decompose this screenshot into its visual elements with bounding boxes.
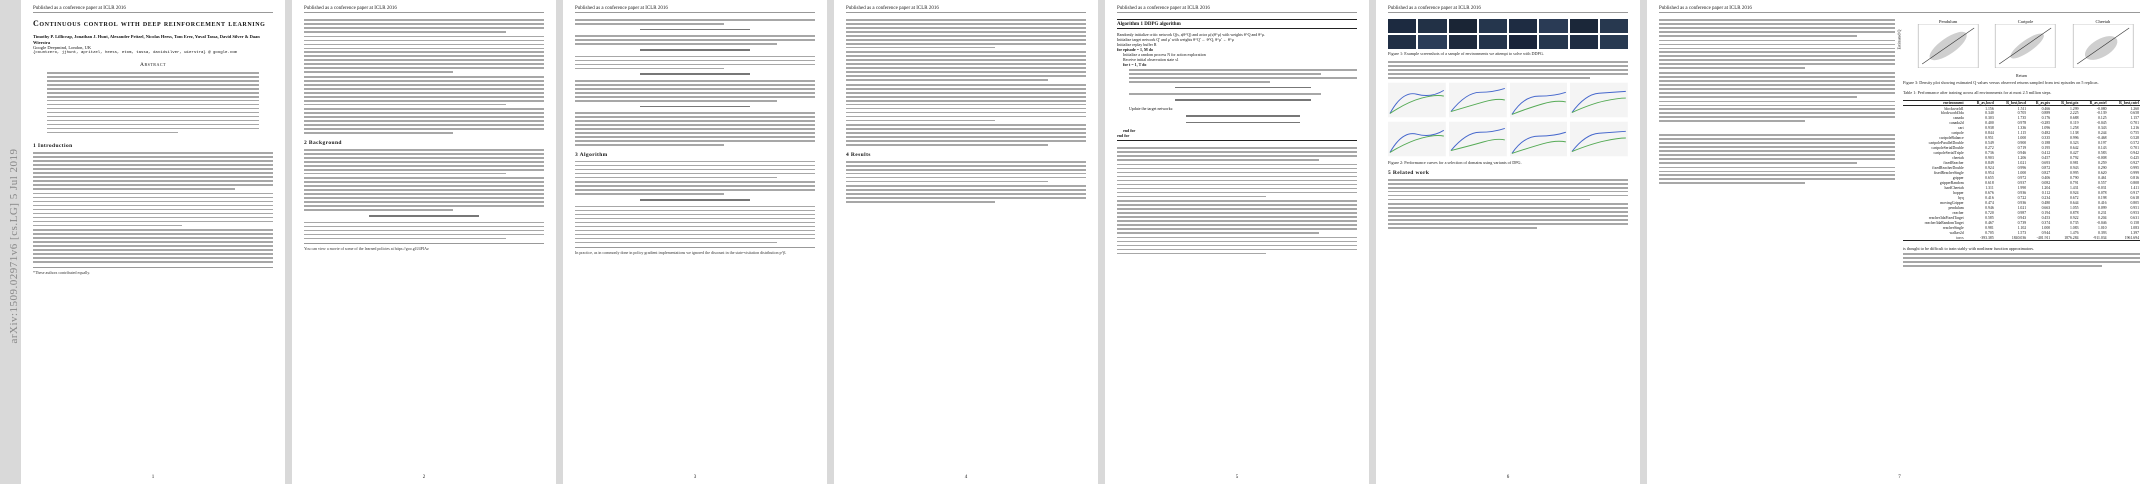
table-cell: 0.393 bbox=[2098, 231, 2107, 236]
algo-line: end for bbox=[1123, 128, 1136, 134]
fig3-title: Cartpole bbox=[2017, 19, 2034, 24]
table-cell: 0.425 bbox=[2130, 156, 2139, 161]
table-cell: 0.474 bbox=[1985, 201, 1994, 206]
table-cell: 0.944 bbox=[2041, 231, 2051, 236]
table-row bbox=[1903, 136, 2140, 141]
table-row-label: reacher3daFixedTarget bbox=[1928, 216, 1964, 221]
table-cell: 0.663 bbox=[2041, 206, 2051, 211]
table-cell: 0.618 bbox=[2130, 196, 2139, 201]
figure-2-curves bbox=[1388, 82, 1628, 157]
page-number: 6 bbox=[1506, 475, 1510, 480]
table-cell: 1.000 bbox=[2041, 226, 2051, 231]
table-row-label: cartpoleSerialDouble bbox=[1931, 146, 1964, 151]
table-cell: 0.705 bbox=[1985, 231, 1994, 236]
table-cell: 1.021 bbox=[2017, 161, 2027, 166]
table-cell: 0.900 bbox=[2017, 141, 2027, 146]
table-cell: -911.034 bbox=[2093, 236, 2107, 241]
table-cell: 0.272 bbox=[1985, 146, 1994, 151]
table-cell: 0.176 bbox=[2041, 116, 2051, 121]
table-cell: 0.996 bbox=[2017, 166, 2027, 171]
table-cell: 0.188 bbox=[2041, 141, 2051, 146]
section-heading: 2 Background bbox=[304, 139, 342, 146]
body-text bbox=[304, 19, 544, 134]
results-body bbox=[846, 161, 1086, 203]
table-header-cell: R_av,cntrl bbox=[2089, 101, 2107, 106]
table-header-cell: R_best,cntrl bbox=[2119, 101, 2139, 106]
table-cell: 0.981 bbox=[2069, 161, 2079, 166]
table-cell: 1.258 bbox=[2069, 126, 2079, 131]
table-cell: 0.658 bbox=[2130, 111, 2139, 116]
section-heading: 3 Algorithm bbox=[575, 151, 608, 158]
table-cell: 0.951 bbox=[1985, 136, 1994, 141]
table-cell: 1.336 bbox=[2017, 126, 2027, 131]
table-cell: 0.736 bbox=[1985, 151, 1994, 156]
running-header: Published as a conference paper at ICLR 2016 bbox=[575, 6, 815, 13]
table-cell: 0.943 bbox=[2017, 216, 2027, 221]
running-header: Published as a conference paper at ICLR 2016 bbox=[1117, 6, 1357, 13]
table-row-label: cartpole bbox=[1951, 131, 1964, 136]
table-cell: 0.951 bbox=[2130, 206, 2139, 211]
table-cell: 0.889 bbox=[2041, 111, 2051, 116]
table-cell: 0.549 bbox=[1985, 141, 1994, 146]
table-cell: 0.995 bbox=[2069, 171, 2079, 176]
running-header: Published as a conference paper at ICLR 2016 bbox=[1388, 6, 1628, 13]
table-cell: 0.244 bbox=[2098, 131, 2107, 136]
paper-page-1 bbox=[21, 0, 285, 484]
table-cell: 0.099 bbox=[2098, 206, 2107, 211]
table-row-label: hyq bbox=[1957, 196, 1964, 201]
table-cell: 1.083 bbox=[2130, 226, 2139, 231]
intro-body bbox=[33, 152, 273, 262]
table-cell: 0.143 bbox=[2098, 146, 2107, 151]
table-cell: 0.655 bbox=[1985, 176, 1994, 181]
table-cell: 0.739 bbox=[2017, 221, 2027, 226]
table-cell: 0.198 bbox=[2098, 196, 2107, 201]
table-cell: 0.195 bbox=[2041, 146, 2051, 151]
section-heading: 5 Related work bbox=[1388, 169, 1430, 176]
figure-1-screenshots bbox=[1388, 19, 1628, 49]
table-row-label: fixedReacherDouble bbox=[1932, 166, 1964, 171]
table-cell: 0.642 bbox=[2069, 146, 2079, 151]
table-cell: 0.416 bbox=[1985, 196, 1994, 201]
table-row bbox=[1903, 166, 2140, 171]
affiliation: Google Deepmind, London, UK bbox=[33, 45, 92, 50]
table-cell: 0.943 bbox=[2069, 166, 2079, 171]
table-cell: 0.938 bbox=[1985, 126, 1994, 131]
algo-line: for episode = 1, M do bbox=[1117, 47, 1153, 52]
algo-line: for t = 1, T do bbox=[1123, 62, 1147, 67]
table-cell: -0.285 bbox=[2040, 121, 2051, 126]
table-row-label: walker2d bbox=[1949, 231, 1964, 236]
table-cell: 0.412 bbox=[2041, 151, 2051, 156]
table-row-label: movingGripper bbox=[1940, 201, 1964, 206]
table-cell: 0.466 bbox=[2041, 106, 2051, 111]
table-cell: 1.055 bbox=[2069, 206, 2079, 211]
table-cell: -0.139 bbox=[2096, 111, 2107, 116]
table-cell: 1.102 bbox=[2017, 226, 2027, 231]
table-cell: -0.031 bbox=[2096, 186, 2107, 191]
table-cell: 0.946 bbox=[2017, 151, 2027, 156]
results-table bbox=[1903, 100, 2140, 241]
table-header-cell: R_av,pix bbox=[2035, 101, 2051, 106]
table-cell: 0.693 bbox=[2041, 161, 2051, 166]
table-cell: 0.112 bbox=[2041, 191, 2051, 196]
table-cell: 0.942 bbox=[2130, 151, 2139, 156]
figure-1-caption: Figure 1: Example screenshots of a sample of environments we attempt to solve with DDPG. bbox=[1388, 51, 1544, 56]
table-cell: 0.937 bbox=[2017, 181, 2027, 186]
table-row-label: cart bbox=[1957, 126, 1964, 131]
table-cell: 0.557 bbox=[2098, 181, 2107, 186]
algo-line: Initialize target network Q' and μ' with weights θ^Q' ← θ^Q, θ^μ' ← θ^μ bbox=[1117, 37, 1234, 42]
table-cell: 1.260 bbox=[2130, 106, 2139, 111]
table-cell: 0.583 bbox=[2098, 151, 2107, 156]
table-cell: 0.631 bbox=[2130, 216, 2139, 221]
table-row-label: hardCheetah bbox=[1944, 186, 1964, 191]
table-cell: 0.791 bbox=[2069, 181, 2079, 186]
table-cell: 0.572 bbox=[2130, 141, 2139, 146]
running-header: Published as a conference paper at ICLR 2016 bbox=[33, 6, 273, 13]
abstract-heading: Abstract bbox=[140, 62, 166, 68]
table-cell: 0.197 bbox=[2098, 141, 2107, 146]
table-cell: 1.157 bbox=[2130, 116, 2139, 121]
table-cell: 0.078 bbox=[2098, 191, 2107, 196]
table-row-label: fixedReacherSingle bbox=[1933, 171, 1964, 176]
table-cell: 0.705 bbox=[2017, 111, 2027, 116]
table-cell: 0.676 bbox=[1985, 191, 1994, 196]
table-cell: 0.343 bbox=[2098, 126, 2107, 131]
table-cell: 0.453 bbox=[2041, 216, 2051, 221]
table-cell: 0.259 bbox=[2098, 161, 2107, 166]
table-row-label: cartpoleSerialTriple bbox=[1933, 151, 1964, 156]
figure-3-density-plots bbox=[1896, 19, 2140, 73]
fig3-title: Pendulum bbox=[1939, 19, 1958, 24]
table-row-label: pendulum bbox=[1948, 206, 1964, 211]
table-cell: 0.119 bbox=[2070, 121, 2079, 126]
table-cell: 1.138 bbox=[2069, 131, 2079, 136]
table-cell: 0.996 bbox=[2069, 136, 2079, 141]
table-cell: 0.924 bbox=[1985, 166, 1994, 171]
table-cell: 0.978 bbox=[2017, 121, 2027, 126]
table-row-label: cheetah bbox=[1952, 156, 1964, 161]
table-row-label: reacher bbox=[1952, 211, 1964, 216]
footnote: In practice, as in commonly done in policy gradient implementations we ignored the discount in the state-visitation distribution p^β. bbox=[575, 247, 815, 255]
paper-title: Continuous control with deep reinforcement learning bbox=[33, 19, 266, 28]
paper-page-6 bbox=[1376, 0, 1640, 484]
table-cell: 0.672 bbox=[2069, 196, 2079, 201]
page-number: 7 bbox=[1898, 475, 1901, 480]
table-cell: -0.045 bbox=[2096, 121, 2107, 126]
table-cell: 0.946 bbox=[1985, 206, 1994, 211]
table-row bbox=[1903, 221, 2140, 226]
section-heading: 4 Results bbox=[846, 151, 871, 158]
table-row-label: reacherSingle bbox=[1942, 226, 1964, 231]
table-cell: 0.427 bbox=[2069, 151, 2079, 156]
table-row bbox=[1903, 146, 2140, 151]
algorithm-title: Algorithm 1 DDPG algorithm bbox=[1117, 22, 1357, 29]
table-cell: 0.290 bbox=[2098, 166, 2107, 171]
table-cell: 1876.284 bbox=[2064, 236, 2079, 241]
table-cell: 0.927 bbox=[2130, 161, 2139, 166]
algo-line: Receive initial observation state s1 bbox=[1123, 57, 1179, 62]
table-cell: 0.480 bbox=[2041, 201, 2051, 206]
page-number: 4 bbox=[964, 475, 968, 480]
paper-page-4 bbox=[834, 0, 1098, 484]
table-cell: -0.008 bbox=[2096, 156, 2107, 161]
figure-2-caption: Figure 2: Performance curves for a selection of domains using variants of DPG. bbox=[1388, 159, 1522, 165]
arxiv-stamp: arXiv:1509.02971v6 [cs.LG] 5 Jul 2019 bbox=[8, 148, 20, 344]
table-cell: 1.431 bbox=[2069, 186, 2079, 191]
table-row bbox=[1903, 171, 2140, 176]
table-cell: 0.953 bbox=[2130, 211, 2139, 216]
table-row bbox=[1903, 236, 2140, 241]
table-row bbox=[1903, 216, 2140, 221]
body-text bbox=[575, 19, 815, 146]
table-cell: 1.735 bbox=[2017, 116, 2027, 121]
table-row-label: hopper bbox=[1953, 191, 1964, 196]
table-cell: 0.790 bbox=[2069, 176, 2079, 181]
table-cell: 0.981 bbox=[1985, 226, 1994, 231]
table-header-cell: environment bbox=[1943, 101, 1964, 106]
table-cell: -401.911 bbox=[2036, 236, 2051, 241]
table-row bbox=[1903, 151, 2140, 156]
table-cell: 0.400 bbox=[1985, 121, 1994, 126]
table-cell: 0.805 bbox=[2130, 201, 2139, 206]
table-cell: 0.644 bbox=[2069, 201, 2079, 206]
table-cell: 1.299 bbox=[2069, 106, 2079, 111]
table-cell: 0.701 bbox=[2130, 146, 2139, 151]
running-header: Published as a conference paper at ICLR 2016 bbox=[846, 6, 1086, 13]
table-cell: 0.335 bbox=[2041, 136, 2051, 141]
table-row-label: canada2d bbox=[1949, 121, 1964, 126]
table-row-label: canada bbox=[1953, 116, 1964, 121]
table-row-label: cartpoleBalance bbox=[1939, 136, 1964, 141]
page-number: 3 bbox=[693, 475, 697, 480]
table-cell: 1.311 bbox=[1985, 186, 1994, 191]
table-cell: 0.461 bbox=[2098, 176, 2107, 181]
table-cell: 0.792 bbox=[2069, 156, 2079, 161]
table-cell: 0.903 bbox=[1985, 156, 1994, 161]
table-cell: 0.231 bbox=[2098, 211, 2107, 216]
table-row-label: gripperRandom bbox=[1939, 181, 1964, 186]
related-work-body bbox=[1388, 179, 1628, 229]
table-cell: 1.216 bbox=[2130, 126, 2139, 131]
algo-line: Update the target networks: bbox=[1129, 105, 1174, 111]
table-cell: 1.990 bbox=[2017, 186, 2027, 191]
table-cell: 0.987 bbox=[2017, 211, 2027, 216]
table-cell: 1.156 bbox=[1985, 106, 1994, 111]
table-cell: -0.080 bbox=[2096, 106, 2107, 111]
intro-heading: 1 Introduction bbox=[33, 143, 73, 150]
table-cell: 0.720 bbox=[1985, 211, 1994, 216]
table-cell: 0.924 bbox=[2069, 191, 2079, 196]
table-row-label: blockworld3da bbox=[1940, 111, 1964, 116]
table-cell: 1.083 bbox=[2069, 226, 2079, 231]
table-row-label: blockworld1 bbox=[1944, 106, 1964, 111]
table-cell: 0.719 bbox=[2017, 146, 2027, 151]
table-cell: 1.021 bbox=[2017, 206, 2027, 211]
page-number: 5 bbox=[1235, 475, 1239, 480]
body-text bbox=[1903, 246, 2140, 267]
algo-line: Initialize a random process N for action exploration bbox=[1123, 52, 1206, 57]
table-cell: 1.096 bbox=[2041, 126, 2051, 131]
table-cell: 0.125 bbox=[2098, 116, 2107, 121]
table-cell: 0.808 bbox=[2130, 181, 2139, 186]
page-number: 2 bbox=[422, 475, 426, 480]
table-cell: 0.999 bbox=[2130, 171, 2139, 176]
footer-text: is thought to be difficult to train stably with nonlinear function approximators. bbox=[1903, 246, 2035, 252]
table-cell: 0.585 bbox=[1985, 216, 1994, 221]
table-header-cell: R_best,lowd bbox=[2006, 101, 2027, 106]
table-cell: 0.082 bbox=[2041, 181, 2051, 186]
table-cell: 0.620 bbox=[2098, 171, 2107, 176]
table-cell: 1.000 bbox=[2017, 136, 2027, 141]
table-cell: 1.010 bbox=[2098, 226, 2107, 231]
table-cell: -0.468 bbox=[2096, 136, 2107, 141]
table-cell: 1.511 bbox=[2017, 106, 2027, 111]
table-cell: 1.476 bbox=[2069, 231, 2079, 236]
table-cell: 1.206 bbox=[2017, 156, 2027, 161]
table-cell: 2.225 bbox=[2069, 111, 2079, 116]
table-cell: 0.922 bbox=[2069, 216, 2079, 221]
table-cell: 1.397 bbox=[2130, 231, 2139, 236]
author-list: Timothy P. Lillicrap, Jonathan J. Hunt, Alexander Pritzel, Nicolas Heess, Tom Erez, Yuval Tassa, David Silver & Daan Wierstra bbox=[33, 34, 260, 45]
fig3-xlabel: Return bbox=[2016, 73, 2027, 78]
table-cell: 0.158 bbox=[2130, 221, 2139, 226]
page-number: 1 bbox=[151, 475, 155, 480]
table-cell: 0.872 bbox=[2041, 166, 2051, 171]
footnote: *These authors contributed equally. bbox=[33, 267, 273, 275]
table-cell: 0.618 bbox=[1985, 181, 1994, 186]
table-cell: 0.722 bbox=[2017, 196, 2027, 201]
algorithm-box bbox=[1117, 19, 1357, 141]
body-text bbox=[846, 19, 1086, 146]
table-cell: 0.735 bbox=[2069, 221, 2079, 226]
table-cell: 1.000 bbox=[2017, 171, 2027, 176]
running-header: Published as a conference paper at ICLR 2016 bbox=[1659, 6, 2140, 13]
table-1-caption: Table 1: Performance after training across all environments for at most 2.5 million steps. bbox=[1903, 90, 2052, 96]
table-cell: -393.385 bbox=[1980, 236, 1994, 241]
algo-line: Initialize replay buffer R bbox=[1117, 42, 1157, 47]
footnote: You can view a movie of some of the learned policies at https://goo.gl/J4PIAz bbox=[304, 243, 544, 251]
paper-page-2 bbox=[292, 0, 556, 484]
algo-line: Randomly initialize critic network Q(s, a|θ^Q) and actor μ(s|θ^μ) with weights θ^Q and θ^μ. bbox=[1117, 32, 1266, 37]
body-text bbox=[1659, 19, 1895, 122]
table-cell: 0.849 bbox=[1985, 161, 1994, 166]
table-cell: 0.323 bbox=[2069, 141, 2079, 146]
figure-3-caption: Figure 3: Density plot showing estimated Q values versus observed returns sampled from test episodes on 5 replicas. bbox=[1903, 80, 2099, 85]
paper-page-3 bbox=[563, 0, 827, 484]
table-cell: 0.755 bbox=[2130, 131, 2139, 136]
table-row-label: torcs bbox=[1956, 236, 1964, 241]
table-cell: 0.688 bbox=[2069, 116, 2079, 121]
table-cell: 0.878 bbox=[2069, 211, 2079, 216]
paper-page-5 bbox=[1105, 0, 1369, 484]
table-row bbox=[1903, 141, 2140, 146]
table-cell: 0.416 bbox=[2098, 201, 2107, 206]
table-header-cell: R_av,lowd bbox=[1976, 101, 1994, 106]
table-cell: 0.701 bbox=[2130, 121, 2139, 126]
table-cell: 1.573 bbox=[2017, 231, 2027, 236]
table-cell: 0.467 bbox=[1985, 221, 1994, 226]
table-cell: 1.204 bbox=[2041, 186, 2051, 191]
table-header-cell: R_best,pix bbox=[2061, 101, 2079, 106]
table-cell: 0.374 bbox=[2041, 221, 2051, 226]
body-text bbox=[1659, 134, 1895, 184]
author-emails: {countzero, jjhunt, apritzel, heess, etom, tassa, davidsilver, wierstra} @ google.com bbox=[33, 50, 238, 55]
table-cell: 0.844 bbox=[1985, 131, 1994, 136]
table-cell: 0.482 bbox=[2041, 131, 2051, 136]
table-cell: 0.954 bbox=[1985, 171, 1994, 176]
table-row-label: gripper bbox=[1952, 176, 1964, 181]
body-text bbox=[1388, 61, 1628, 79]
fig3-ylabel: Estimated Q bbox=[1896, 29, 1902, 50]
table-cell: 0.528 bbox=[2130, 136, 2139, 141]
background-body bbox=[304, 149, 544, 239]
table-cell: 0.340 bbox=[1985, 111, 1994, 116]
table-cell: 0.303 bbox=[1985, 116, 1994, 121]
paper-page-7 bbox=[1647, 0, 2152, 484]
table-cell: 0.816 bbox=[2130, 176, 2139, 181]
table-cell: 0.204 bbox=[2098, 216, 2107, 221]
table-cell: 0.936 bbox=[2017, 201, 2027, 206]
body-text bbox=[1117, 147, 1357, 254]
table-cell: 0.194 bbox=[2041, 211, 2051, 216]
table-cell: 0.936 bbox=[2017, 191, 2027, 196]
algo-line: end for bbox=[1117, 133, 1130, 139]
table-cell: 1.411 bbox=[2130, 186, 2139, 191]
table-cell: 0.457 bbox=[2041, 156, 2051, 161]
table-cell: 1961.694 bbox=[2124, 236, 2139, 241]
table-row-label: cartpoleParallelDouble bbox=[1928, 141, 1964, 146]
fig3-title: Cheetah bbox=[2095, 19, 2111, 24]
table-cell: 0.917 bbox=[2130, 191, 2139, 196]
table-cell: -0.046 bbox=[2096, 221, 2107, 226]
table-row-label: reacher3daRandomTarget bbox=[1924, 221, 1964, 226]
table-cell: 0.234 bbox=[2041, 196, 2051, 201]
table-cell: 1.115 bbox=[2017, 131, 2027, 136]
table-cell: 0.972 bbox=[2017, 176, 2027, 181]
abstract-body bbox=[33, 72, 273, 133]
table-row-label: fixedReacher bbox=[1943, 161, 1964, 166]
table-cell: 1840.036 bbox=[2011, 236, 2027, 241]
table-cell: 0.406 bbox=[2041, 176, 2051, 181]
running-header: Published as a conference paper at ICLR 2016 bbox=[304, 6, 544, 13]
algorithm-body bbox=[575, 161, 815, 243]
table-cell: 0.827 bbox=[2041, 171, 2051, 176]
table-cell: 0.995 bbox=[2130, 166, 2139, 171]
